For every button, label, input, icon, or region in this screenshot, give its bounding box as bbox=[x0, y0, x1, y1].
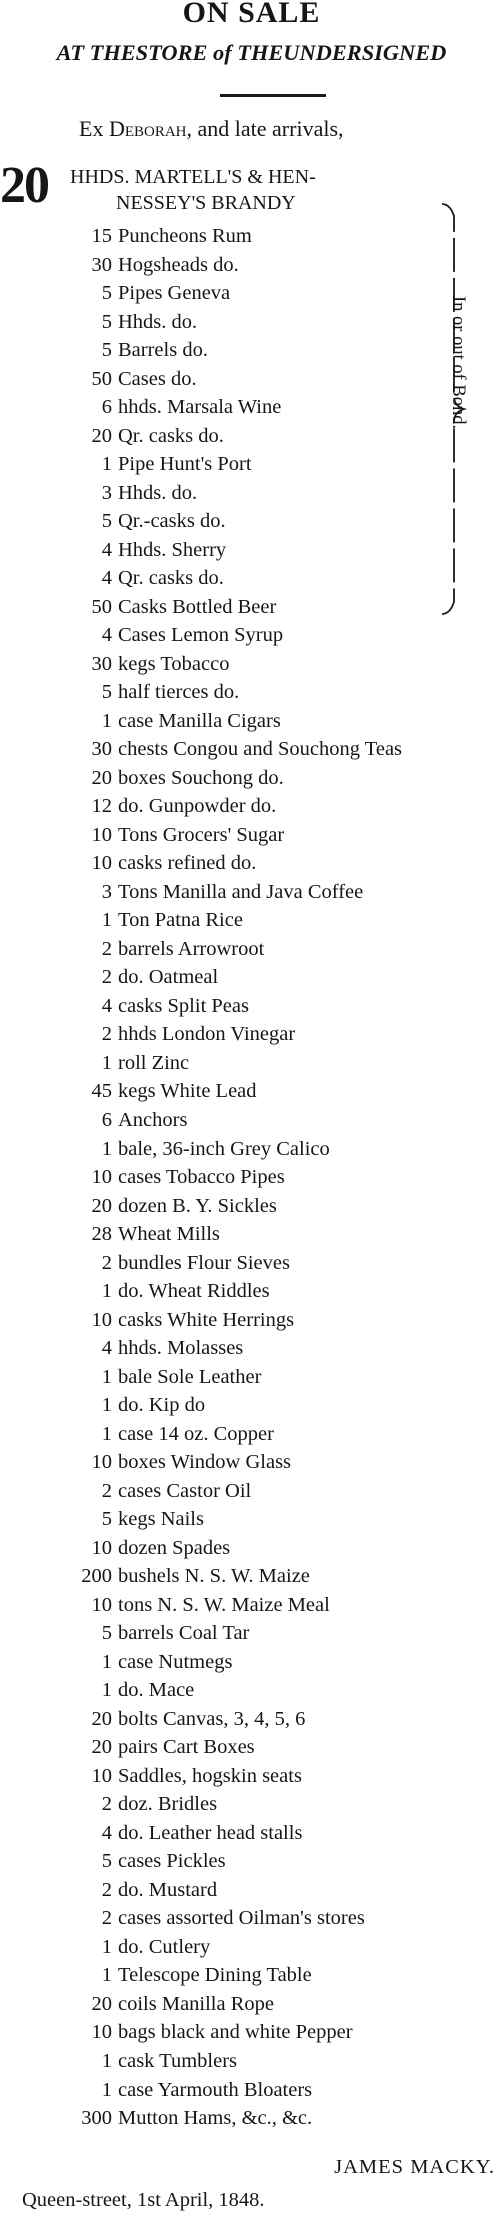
item-description: chests Congou and Souchong Teas bbox=[118, 738, 403, 761]
item-quantity: 2 bbox=[101, 1793, 112, 1816]
list-item bbox=[0, 767, 503, 796]
list-item bbox=[0, 852, 503, 881]
item-quantity: 5 bbox=[101, 681, 112, 704]
item-description: do. Mace bbox=[118, 1679, 195, 1702]
list-item bbox=[0, 2107, 503, 2136]
item-quantity: 50 bbox=[91, 367, 112, 390]
item-description: kegs Tobacco bbox=[118, 652, 230, 675]
item-description: Pipes Geneva bbox=[118, 282, 231, 305]
item-description: cask Tumblers bbox=[118, 2050, 238, 2072]
item-quantity: 2 bbox=[101, 1479, 112, 1502]
arrival-prefix: Ex bbox=[79, 116, 104, 141]
item-description: hhds. Marsala Wine bbox=[118, 396, 282, 419]
list-item bbox=[0, 909, 503, 938]
list-item bbox=[0, 1679, 503, 1708]
item-quantity: 4 bbox=[101, 1337, 112, 1360]
item-description: bushels N. S. W. Maize bbox=[118, 1565, 310, 1588]
list-item bbox=[0, 995, 503, 1024]
item-description: cases Pickles bbox=[118, 1850, 226, 1873]
list-item bbox=[0, 681, 503, 710]
item-quantity: 4 bbox=[101, 994, 112, 1017]
item-quantity: 5 bbox=[101, 1622, 112, 1645]
item-description: Cases do. bbox=[118, 367, 197, 390]
list-item bbox=[0, 1622, 503, 1651]
item-quantity: 10 bbox=[91, 1764, 112, 1787]
item-quantity: 5 bbox=[101, 1508, 112, 1531]
list-item bbox=[0, 1708, 503, 1737]
headline: ON SALE bbox=[182, 0, 321, 29]
item-description: Wheat Mills bbox=[118, 1223, 220, 1246]
item-description: doz. Bridles bbox=[118, 1793, 218, 1816]
item-description: bolts Canvas, 3, 4, 5, 6 bbox=[118, 1707, 306, 1730]
item-quantity: 2 bbox=[101, 1251, 112, 1274]
list-item bbox=[0, 1907, 503, 1936]
item-description: bale Sole Leather bbox=[118, 1365, 262, 1388]
bond-note: In or out of Bond. bbox=[448, 296, 468, 430]
item-description: coils Manilla Rope bbox=[118, 1992, 275, 2015]
item-quantity: 1 bbox=[101, 1280, 112, 1303]
item-description: Hhds. do. bbox=[118, 481, 198, 504]
list-item bbox=[0, 824, 503, 853]
item-description: Saddles, hogskin seats bbox=[118, 1764, 302, 1787]
item-description: Barrels do. bbox=[118, 339, 208, 362]
list-item bbox=[0, 1366, 503, 1395]
item-quantity: 1 bbox=[101, 1394, 112, 1417]
item-quantity: 1 bbox=[101, 1051, 112, 1074]
item-description: barrels Coal Tar bbox=[118, 1622, 250, 1645]
lead-item-line2: NESSEY'S BRANDY bbox=[116, 192, 296, 214]
item-quantity: 2 bbox=[101, 1878, 112, 1901]
item-quantity: 6 bbox=[101, 1108, 112, 1131]
item-description: roll Zinc bbox=[118, 1051, 190, 1074]
item-description: casks White Herrings bbox=[118, 1308, 295, 1331]
item-description: case Yarmouth Bloaters bbox=[118, 2078, 313, 2101]
item-quantity: 1 bbox=[101, 1137, 112, 1160]
item-description: Hogsheads do. bbox=[118, 253, 239, 276]
list-item bbox=[0, 881, 503, 910]
list-item bbox=[0, 795, 503, 824]
list-item bbox=[0, 567, 503, 596]
item-description: Ton Patna Rice bbox=[118, 909, 243, 932]
list-item bbox=[0, 1223, 503, 1252]
item-description: bundles Flour Sieves bbox=[118, 1251, 290, 1274]
item-quantity: 2 bbox=[101, 966, 112, 989]
item-quantity: 12 bbox=[91, 795, 112, 818]
item-description: barrels Arrowroot bbox=[118, 937, 265, 960]
item-description: Qr.-casks do. bbox=[118, 510, 226, 533]
item-description: hhds London Vinegar bbox=[118, 1023, 296, 1046]
list-item bbox=[0, 1023, 503, 1052]
list-item bbox=[0, 1822, 503, 1851]
item-quantity: 5 bbox=[101, 510, 112, 533]
list-item bbox=[0, 2021, 503, 2050]
item-description: case 14 oz. Copper bbox=[118, 1422, 274, 1445]
item-description: half tierces do. bbox=[118, 681, 240, 704]
list-item bbox=[0, 1451, 503, 1480]
item-description: cases assorted Oilman's stores bbox=[118, 1907, 365, 1930]
list-item bbox=[0, 282, 503, 311]
item-description: pairs Cart Boxes bbox=[118, 1736, 255, 1759]
header-rule bbox=[220, 94, 326, 97]
list-item bbox=[0, 966, 503, 995]
item-quantity: 1 bbox=[101, 909, 112, 932]
list-item bbox=[0, 1565, 503, 1594]
list-item bbox=[0, 311, 503, 340]
list-item bbox=[0, 1936, 503, 1965]
item-description: Tons Manilla and Java Coffee bbox=[118, 880, 364, 903]
list-item bbox=[0, 368, 503, 397]
list-item bbox=[0, 1964, 503, 1993]
item-description: do. Gunpowder do. bbox=[118, 795, 277, 818]
item-description: Hhds. do. bbox=[118, 310, 198, 333]
item-quantity: 10 bbox=[91, 1536, 112, 1559]
item-description: kegs White Lead bbox=[118, 1080, 257, 1103]
list-item bbox=[0, 510, 503, 539]
item-quantity: 10 bbox=[91, 1593, 112, 1616]
item-description: Cases Lemon Syrup bbox=[118, 624, 284, 647]
item-description: do. Leather head stalls bbox=[118, 1821, 303, 1844]
item-quantity: 45 bbox=[91, 1080, 112, 1103]
item-quantity: 15 bbox=[91, 225, 112, 247]
item-description: Tons Grocers' Sugar bbox=[118, 823, 285, 846]
lead-item-quantity: 20 bbox=[0, 157, 48, 214]
item-quantity: 1 bbox=[101, 1679, 112, 1702]
item-quantity: 300 bbox=[81, 2107, 112, 2130]
item-quantity: 1 bbox=[101, 1964, 112, 1987]
item-quantity: 30 bbox=[91, 652, 112, 675]
item-description: dozen Spades bbox=[118, 1536, 231, 1559]
list-item bbox=[0, 425, 503, 454]
list-item bbox=[0, 1736, 503, 1765]
item-quantity: 20 bbox=[91, 1707, 112, 1730]
signature: JAMES MACKY. bbox=[334, 2156, 495, 2178]
list-item bbox=[0, 1309, 503, 1338]
item-quantity: 2 bbox=[101, 1907, 112, 1930]
item-description: Puncheons Rum bbox=[118, 225, 252, 247]
item-quantity: 10 bbox=[91, 2021, 112, 2044]
list-item bbox=[0, 453, 503, 482]
list-item bbox=[0, 1879, 503, 1908]
list-item bbox=[0, 1594, 503, 1623]
item-quantity: 10 bbox=[91, 823, 112, 846]
item-quantity: 30 bbox=[91, 738, 112, 761]
item-quantity: 4 bbox=[101, 624, 112, 647]
item-quantity: 5 bbox=[101, 282, 112, 305]
item-description: do. Cutlery bbox=[118, 1935, 211, 1958]
list-item bbox=[0, 653, 503, 682]
item-description: kegs Nails bbox=[118, 1508, 204, 1531]
list-item bbox=[0, 225, 503, 254]
subheadline: AT THESTORE of THEUNDERSIGNED bbox=[56, 40, 447, 65]
list-item bbox=[0, 1508, 503, 1537]
item-quantity: 5 bbox=[101, 310, 112, 333]
item-description: dozen B. Y. Sickles bbox=[118, 1194, 277, 1217]
list-item bbox=[0, 2079, 503, 2108]
item-description: Telescope Dining Table bbox=[118, 1964, 312, 1987]
list-item bbox=[0, 1993, 503, 2022]
item-description: Casks Bottled Beer bbox=[118, 595, 277, 618]
list-item bbox=[0, 254, 503, 283]
arrival-line bbox=[79, 116, 344, 142]
item-quantity: 28 bbox=[91, 1223, 112, 1246]
list-item bbox=[0, 1166, 503, 1195]
item-quantity: 3 bbox=[101, 880, 112, 903]
item-quantity: 200 bbox=[81, 1565, 112, 1588]
list-item bbox=[0, 1423, 503, 1452]
list-item bbox=[0, 1394, 503, 1423]
item-description: Qr. casks do. bbox=[118, 567, 224, 590]
arrival-suffix: , and late arrivals, bbox=[186, 116, 344, 141]
item-quantity: 10 bbox=[91, 1308, 112, 1331]
item-quantity: 6 bbox=[101, 396, 112, 419]
item-quantity: 4 bbox=[101, 1821, 112, 1844]
item-description: Anchors bbox=[118, 1108, 188, 1131]
list-item bbox=[0, 710, 503, 739]
item-description: tons N. S. W. Maize Meal bbox=[118, 1593, 330, 1616]
list-item bbox=[0, 482, 503, 511]
item-quantity: 50 bbox=[91, 595, 112, 618]
item-description: do. Kip do bbox=[118, 1394, 206, 1417]
list-item bbox=[0, 339, 503, 368]
ship-name: Deborah bbox=[108, 116, 187, 141]
item-description: hhds. Molasses bbox=[118, 1337, 244, 1360]
list-item bbox=[0, 2050, 503, 2079]
item-quantity: 4 bbox=[101, 567, 112, 590]
item-quantity: 4 bbox=[101, 538, 112, 561]
list-item bbox=[0, 1138, 503, 1167]
item-quantity: 2 bbox=[101, 937, 112, 960]
item-description: do. Mustard bbox=[118, 1878, 218, 1901]
list-item bbox=[0, 1850, 503, 1879]
item-quantity: 1 bbox=[101, 709, 112, 732]
item-description: do. Wheat Riddles bbox=[118, 1280, 270, 1303]
item-quantity: 20 bbox=[91, 1194, 112, 1217]
list-item bbox=[0, 1052, 503, 1081]
list-item bbox=[0, 1080, 503, 1109]
list-item bbox=[0, 1109, 503, 1138]
item-description: case Manilla Cigars bbox=[118, 709, 281, 732]
item-quantity: 20 bbox=[91, 1992, 112, 2015]
item-description: bags black and white Pepper bbox=[118, 2021, 353, 2044]
list-item bbox=[0, 539, 503, 568]
item-description: boxes Souchong do. bbox=[118, 766, 284, 789]
item-quantity: 1 bbox=[101, 1650, 112, 1673]
item-quantity: 20 bbox=[91, 424, 112, 447]
dateline: Queen-street, 1st April, 1848. bbox=[22, 2189, 265, 2211]
item-quantity: 20 bbox=[91, 766, 112, 789]
list-item bbox=[0, 1651, 503, 1680]
list-item bbox=[0, 396, 503, 425]
item-quantity: 1 bbox=[101, 1365, 112, 1388]
list-item bbox=[0, 938, 503, 967]
item-description: Mutton Hams, &c., &c. bbox=[118, 2107, 313, 2130]
item-description: Qr. casks do. bbox=[118, 424, 224, 447]
item-quantity: 2 bbox=[101, 1023, 112, 1046]
item-description: cases Castor Oil bbox=[118, 1479, 252, 1502]
item-list bbox=[0, 225, 503, 2136]
list-item bbox=[0, 1480, 503, 1509]
item-quantity: 20 bbox=[91, 1736, 112, 1759]
item-quantity: 10 bbox=[91, 1451, 112, 1474]
item-description: case Nutmegs bbox=[118, 1650, 233, 1673]
item-description: boxes Window Glass bbox=[118, 1451, 292, 1474]
lead-item-line1: HHDS. MARTELL'S & HEN- bbox=[70, 166, 316, 188]
item-quantity: 10 bbox=[91, 852, 112, 875]
list-item bbox=[0, 1195, 503, 1224]
list-item bbox=[0, 738, 503, 767]
item-quantity: 3 bbox=[101, 481, 112, 504]
item-quantity: 30 bbox=[91, 253, 112, 276]
item-quantity: 10 bbox=[91, 1166, 112, 1189]
item-description: do. Oatmeal bbox=[118, 966, 219, 989]
list-item bbox=[0, 1280, 503, 1309]
item-description: casks refined do. bbox=[118, 852, 257, 875]
item-description: casks Split Peas bbox=[118, 994, 249, 1017]
item-description: Hhds. Sherry bbox=[118, 538, 227, 561]
item-description: cases Tobacco Pipes bbox=[118, 1166, 285, 1189]
list-item bbox=[0, 1537, 503, 1566]
item-quantity: 1 bbox=[101, 453, 112, 476]
list-item bbox=[0, 596, 503, 625]
list-item bbox=[0, 1337, 503, 1366]
item-quantity: 5 bbox=[101, 339, 112, 362]
item-description: Pipe Hunt's Port bbox=[118, 453, 252, 476]
item-quantity: 1 bbox=[101, 1935, 112, 1958]
item-quantity: 1 bbox=[101, 2078, 112, 2101]
item-quantity: 1 bbox=[101, 2050, 112, 2072]
item-quantity: 5 bbox=[101, 1850, 112, 1873]
list-item bbox=[0, 1793, 503, 1822]
item-quantity: 1 bbox=[101, 1422, 112, 1445]
item-description: bale, 36-inch Grey Calico bbox=[118, 1137, 330, 1160]
list-item bbox=[0, 624, 503, 653]
list-item bbox=[0, 1765, 503, 1794]
list-item bbox=[0, 1252, 503, 1281]
